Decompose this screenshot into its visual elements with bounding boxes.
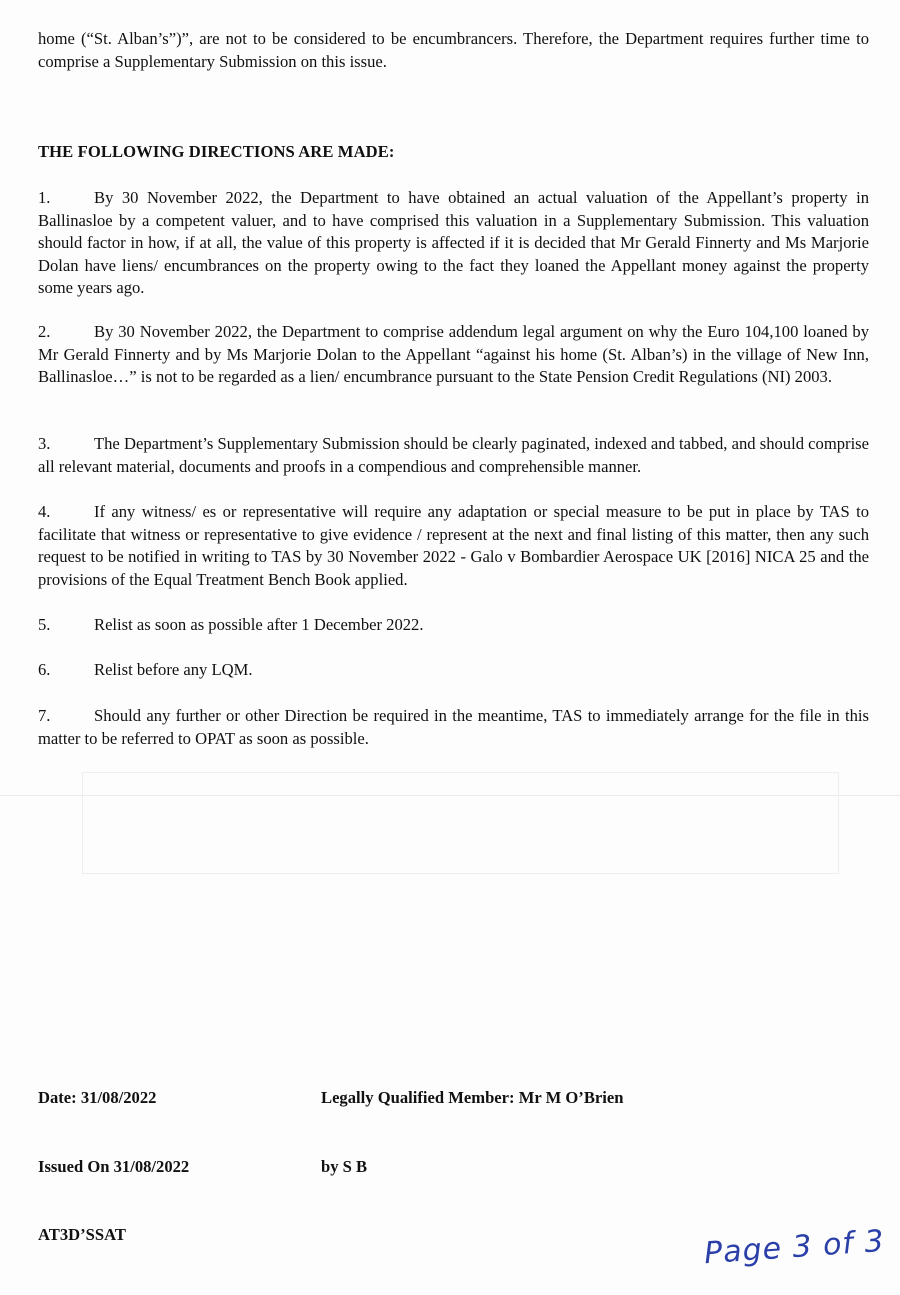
direction-item	[38, 433, 869, 478]
direction-text: Should any further or other Direction be required in the meantime, TAS to immediately arrange for the file in this matter to be referred to OPAT as soon as possible.	[38, 706, 869, 748]
intro-paragraph: home (“St. Alban’s”)”, are not to be considered to be encumbrancers. Therefore, the Department requires further time to comprise a Supplementary Submission on this issue.	[38, 29, 869, 71]
direction-number: 2.	[38, 322, 51, 341]
direction-number: 6.	[38, 660, 51, 679]
direction-text: Relist as soon as possible after 1 December 2022.	[94, 615, 424, 634]
direction-item	[38, 614, 869, 637]
direction-text: If any witness/ es or representative will require any adaptation or special measure to be put in place by TAS to facilitate that witness or representative to give evidence / represent at the next and final listing of this matter, then any such request to be notified in writing to TAS by 30 November 2022 - Galo v Bombardier Aerospace UK [2016] NICA 25 and the provisions of the Equal Treatment Bench Book applied.	[38, 502, 869, 589]
direction-item	[38, 187, 869, 300]
direction-text: The Department’s Supplementary Submission should be clearly paginated, indexed and tabbed, and should comprise all relevant material, documents and proofs in a compendious and comprehensible manner.	[38, 434, 869, 476]
direction-text: By 30 November 2022, the Department to have obtained an actual valuation of the Appellant’s property in Ballinasloe by a competent valuer, and to have comprised this valuation in a Supplementary Submission. This valuation should factor in how, if at all, the value of this property is affected if it is decided that Mr Gerald Finnerty and Ms Marjorie Dolan have liens/ encumbrances on the property owing to the fact they loaned the Appellant money against the property some years ago.	[38, 188, 869, 298]
direction-item	[38, 501, 869, 591]
form-code: AT3D’SSAT	[38, 1225, 126, 1244]
direction-item	[38, 659, 869, 682]
show-through-box	[82, 772, 839, 874]
issued-date: Issued On 31/08/2022	[38, 1157, 190, 1176]
direction-number: 3.	[38, 434, 51, 453]
direction-item	[38, 705, 869, 750]
legally-qualified-member: Legally Qualified Member: Mr M O’Brien	[321, 1088, 624, 1107]
direction-number: 5.	[38, 615, 51, 634]
directions-heading: THE FOLLOWING DIRECTIONS ARE MADE:	[38, 142, 395, 161]
direction-text: Relist before any LQM.	[94, 660, 253, 679]
decision-date: Date: 31/08/2022	[38, 1088, 157, 1107]
direction-item	[38, 321, 869, 389]
direction-number: 7.	[38, 706, 51, 725]
direction-text: By 30 November 2022, the Department to comprise addendum legal argument on why the Euro 104,100 loaned by Mr Gerald Finnerty and by Ms Marjorie Dolan to the Appellant “against his home (St. Alban’s) in the village of New Inn, Ballinasloe…” is not to be regarded as a lien/ encumbrance pursuant to the State Pension Credit Regulations (NI) 2003.	[38, 322, 869, 387]
direction-number: 1.	[38, 188, 51, 207]
direction-number: 4.	[38, 502, 51, 521]
issued-by: by S B	[321, 1157, 368, 1176]
handwritten-page-note: Page 3 of 3	[702, 1223, 886, 1272]
